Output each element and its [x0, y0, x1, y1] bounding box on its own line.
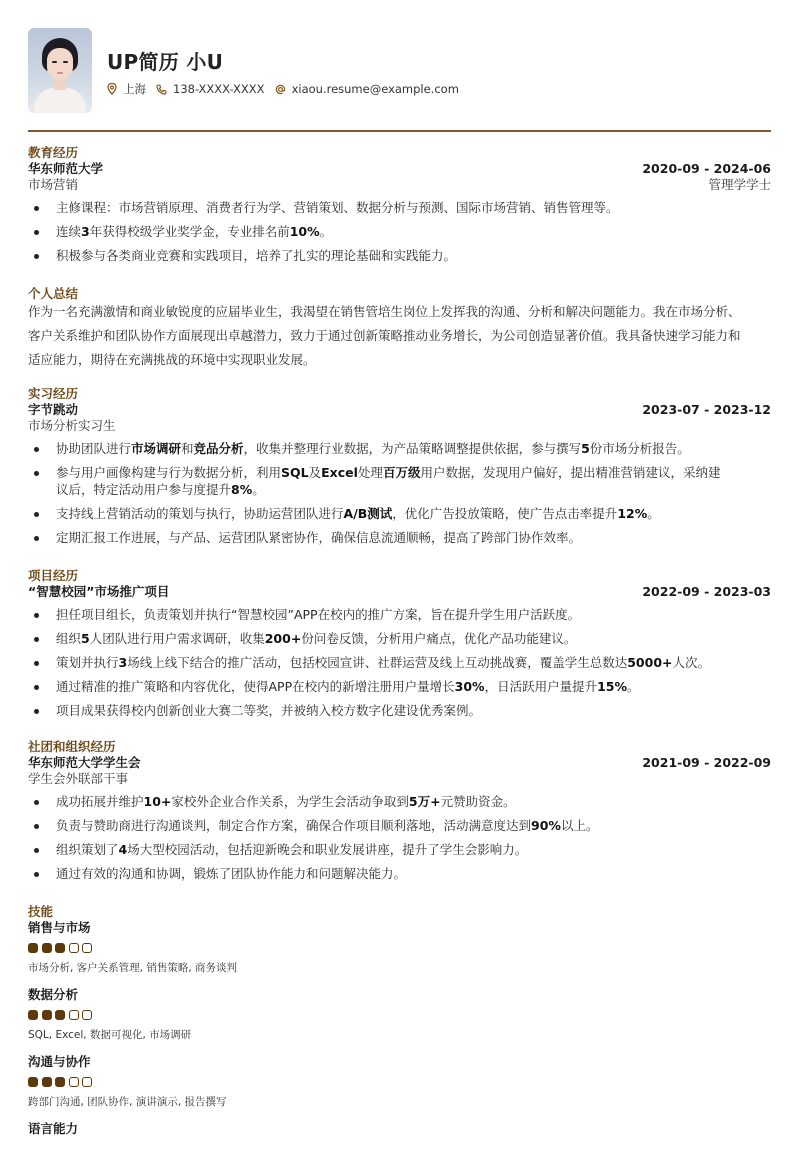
empty-level-icon — [82, 943, 92, 953]
skill-item — [28, 920, 771, 975]
skill-level-rating — [28, 1010, 771, 1020]
header-divider — [28, 130, 771, 132]
degree: 管理学学士 — [708, 177, 771, 192]
major: 市场营销 — [28, 177, 79, 192]
project-name: “智慧校园”市场推广项目 — [28, 584, 170, 599]
section-title: 个人总结 — [28, 286, 79, 301]
club-date: 2021-09 - 2022-09 — [642, 755, 771, 770]
empty-level-icon — [69, 1010, 79, 1020]
section-title: 技能 — [28, 904, 54, 919]
education-date: 2020-09 - 2024-06 — [642, 161, 771, 176]
bullet-item: 组织策划了4场大型校园活动，包括迎新晚会和职业发展讲座，提升了学生会影响力。 — [28, 841, 771, 858]
filled-level-icon — [42, 1077, 52, 1087]
skill-name: 沟通与协作 — [28, 1054, 91, 1069]
skill-level-rating — [28, 1077, 771, 1087]
bullet-item: 负责与赞助商进行沟通谈判，制定合作方案，确保合作项目顺利落地，活动满意度达到90%以上。 — [28, 817, 771, 834]
summary-section — [28, 286, 771, 372]
section-title: 教育经历 — [28, 145, 79, 160]
map-pin-icon — [107, 83, 117, 95]
bullet-item: 支持线上营销活动的策划与执行，协助运营团队进行A/B测试，优化广告投放策略，使广告点击率提升12%。 — [28, 505, 771, 522]
bullet-item: 成功拓展并维护10+家校外企业合作关系，为学生会活动争取到5万+元赞助资金。 — [28, 793, 771, 810]
internship-bullets — [28, 440, 771, 546]
skill-tags: 市场分析, 客户关系管理, 销售策略, 商务谈判 — [28, 962, 238, 974]
school-name: 华东师范大学 — [28, 161, 104, 176]
bullet-item: 通过精准的推广策略和内容优化，使得APP在校内的新增注册用户量增长30%，日活跃用户量提升15%。 — [28, 678, 771, 695]
bullet-item: 担任项目组长，负责策划并执行“智慧校园”APP在校内的推广方案，旨在提升学生用户活跃度。 — [28, 606, 771, 623]
phone-icon — [156, 84, 167, 95]
filled-level-icon — [42, 943, 52, 953]
empty-level-icon — [69, 1077, 79, 1087]
contact-info — [107, 81, 469, 97]
contact-phone: 138-XXXX-XXXX — [156, 82, 265, 96]
resume-header — [28, 0, 771, 131]
skill-name: 语言能力 — [28, 1121, 79, 1136]
skill-item — [28, 987, 771, 1042]
skill-name: 数据分析 — [28, 987, 79, 1002]
skills-section — [28, 904, 771, 1149]
empty-level-icon — [69, 943, 79, 953]
club-bullets — [28, 793, 771, 882]
company-name: 字节跳动 — [28, 402, 79, 417]
filled-level-icon — [55, 943, 65, 953]
summary-text: 作为一名充满激情和商业敏锐度的应届毕业生，我渴望在销售管培生岗位上发挥我的沟通、分析和解决问题能力。我在市场分析、客户关系维护和团队协作方面展现出卓越潜力，致力于通过创新策略推动业务增长，为公司创造显著价值。我具备快速学习能力和适应能力，期待在充满挑战的环境中实现职业发展。 — [28, 304, 741, 367]
contact-email[interactable]: xiaou.resume@example.com — [275, 82, 459, 96]
education-bullets — [28, 199, 771, 264]
education-section — [28, 145, 771, 271]
bullet-item: 定期汇报工作进展，与产品、运营团队紧密协作，确保信息流通顺畅，提高了跨部门协作效率。 — [28, 529, 771, 546]
skill-tags: SQL, Excel, 数据可视化, 市场调研 — [28, 1029, 192, 1041]
org-name: 华东师范大学学生会 — [28, 755, 141, 770]
section-title: 社团和组织经历 — [28, 739, 116, 754]
bullet-item: 积极参与各类商业竞赛和实践项目，培养了扎实的理论基础和实践能力。 — [28, 247, 771, 264]
section-title: 项目经历 — [28, 568, 79, 583]
skill-item — [28, 1121, 771, 1137]
filled-level-icon — [55, 1010, 65, 1020]
bullet-item: 项目成果获得校内创新创业大赛二等奖，并被纳入校方数字化建设优秀案例。 — [28, 702, 771, 719]
internship-role: 市场分析实习生 — [28, 418, 116, 433]
at-sign-icon — [275, 84, 286, 95]
filled-level-icon — [28, 1077, 38, 1087]
filled-level-icon — [42, 1010, 52, 1020]
filled-level-icon — [28, 1010, 38, 1020]
bullet-item: 通过有效的沟通和协调，锻炼了团队协作能力和问题解决能力。 — [28, 865, 771, 882]
internship-section — [28, 386, 771, 553]
skill-level-rating — [28, 943, 771, 953]
empty-level-icon — [82, 1077, 92, 1087]
resume-page — [28, 0, 771, 1136]
skill-item — [28, 1054, 771, 1109]
bullet-item: 策划并执行3场线上线下结合的推广活动，包括校园宣讲、社群运营及线上互动挑战赛，覆盖学生总数达5000+人次。 — [28, 654, 771, 671]
bullet-item: 连续3年获得校级学业奖学金，专业排名前10%。 — [28, 223, 771, 240]
filled-level-icon — [28, 943, 38, 953]
bullet-item: 主修课程：市场营销原理、消费者行为学、营销策划、数据分析与预测、国际市场营销、销售管理等。 — [28, 199, 771, 216]
project-date: 2022-09 - 2023-03 — [642, 584, 771, 599]
bullet-item: 协助团队进行市场调研和竞品分析，收集并整理行业数据，为产品策略调整提供依据，参与撰写5份市场分析报告。 — [28, 440, 771, 457]
bullet-item: 组织5人团队进行用户需求调研，收集200+份问卷反馈，分析用户痛点，优化产品功能建议。 — [28, 630, 771, 647]
section-title: 实习经历 — [28, 386, 79, 401]
empty-level-icon — [82, 1010, 92, 1020]
candidate-name: UP简历 小U — [107, 50, 224, 74]
bullet-item: 参与用户画像构建与行为数据分析，利用SQL及Excel处理百万级用户数据，发现用户偏好，提出精准营销建议，采纳建议后，特定活动用户参与度提升8%。 — [28, 464, 771, 498]
filled-level-icon — [55, 1077, 65, 1087]
internship-date: 2023-07 - 2023-12 — [642, 402, 771, 417]
skills-list — [28, 920, 771, 1137]
project-bullets — [28, 606, 771, 719]
skill-name: 销售与市场 — [28, 920, 91, 935]
contact-location: 上海 — [107, 81, 146, 97]
avatar — [28, 28, 92, 113]
skill-tags: 跨部门沟通, 团队协作, 演讲演示, 报告撰写 — [28, 1096, 227, 1108]
club-role: 学生会外联部干事 — [28, 771, 129, 786]
club-section — [28, 739, 771, 889]
project-section — [28, 568, 771, 726]
